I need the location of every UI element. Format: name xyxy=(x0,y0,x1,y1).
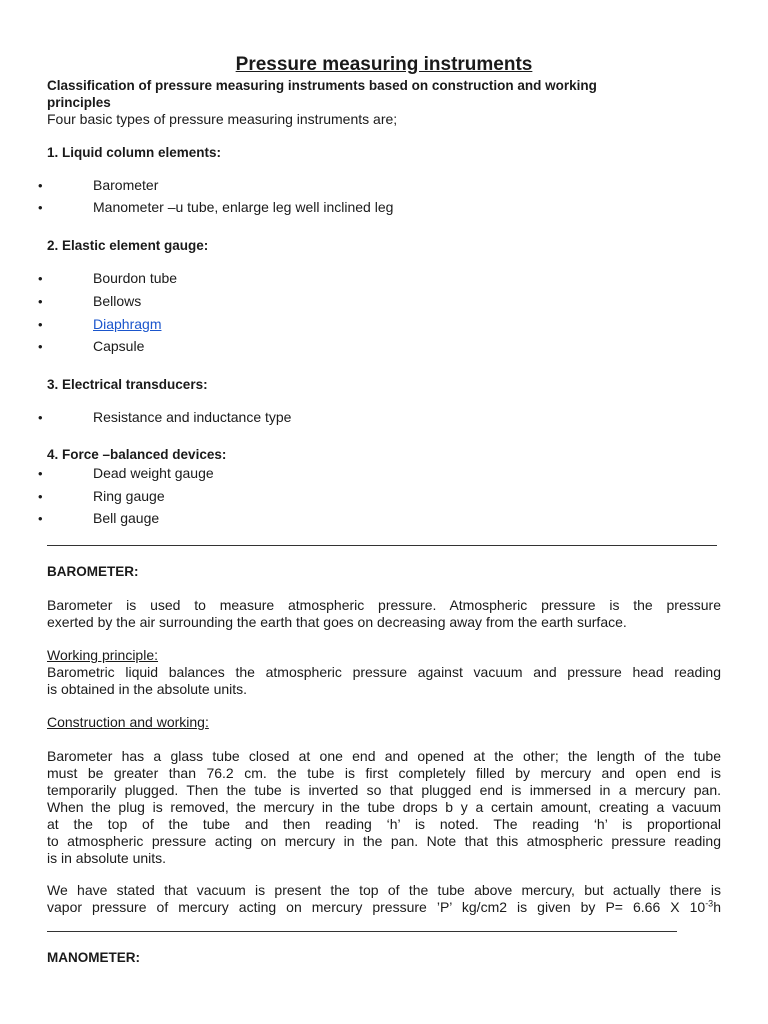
list-item-ring-gauge: Ring gauge xyxy=(93,488,165,504)
list-item-dead-weight-gauge: Dead weight gauge xyxy=(93,465,214,481)
vapor-pressure-paragraph xyxy=(47,882,721,916)
bullet-icon: • xyxy=(38,271,43,286)
list-item-bourdon-tube: Bourdon tube xyxy=(93,270,178,286)
text-line: Barometer is used to measure atmospheric pressure. Atmospheric pressure is the pressure xyxy=(47,597,721,613)
working-principle-label: Working principle: xyxy=(47,647,159,663)
classification-heading-line2: principles xyxy=(47,95,111,110)
bullet-icon: • xyxy=(38,511,43,526)
bullet-icon: • xyxy=(38,294,43,309)
section-heading-electrical-transducers: 3. Electrical transducers: xyxy=(47,377,208,392)
text-line: exerted by the air surrounding the earth that goes on decreasing away from the earth surface. xyxy=(47,614,627,630)
list-item-manometer: Manometer –u tube, enlarge leg well inclined leg xyxy=(93,199,394,215)
text-line: We have stated that vacuum is present the top of the tube above mercury, but actually there is xyxy=(47,882,721,898)
text-line: temporarily plugged. Then the tube is inverted so that plugged end is immersed in a mercury pan. xyxy=(47,782,721,798)
formula-tail: h xyxy=(713,899,721,915)
construction-working-paragraph xyxy=(47,748,721,867)
bullet-icon: • xyxy=(38,339,43,354)
bullet-icon: • xyxy=(38,466,43,481)
classification-heading-line1: Classification of pressure measuring instruments based on construction and working xyxy=(47,78,597,93)
list-item-bellows: Bellows xyxy=(93,293,142,309)
intro-text: Four basic types of pressure measuring instruments are; xyxy=(47,111,398,127)
bullet-icon: • xyxy=(38,317,43,332)
section-heading-force-balanced: 4. Force –balanced devices: xyxy=(47,447,227,462)
bullet-icon: • xyxy=(38,410,43,425)
list-item-bell-gauge: Bell gauge xyxy=(93,510,160,526)
text-line: is obtained in the absolute units. xyxy=(47,681,248,697)
construction-working-label: Construction and working: xyxy=(47,714,209,730)
manometer-heading: MANOMETER: xyxy=(47,950,140,965)
page-title: Pressure measuring instruments xyxy=(235,54,533,75)
bullet-icon: • xyxy=(38,489,43,504)
text-line: must be greater than 76.2 cm. the tube is first completely filled by mercury and open end is xyxy=(47,765,721,781)
list-item-capsule: Capsule xyxy=(93,338,145,354)
barometer-heading: BAROMETER: xyxy=(47,564,139,579)
working-principle-paragraph xyxy=(47,664,721,698)
bullet-icon: • xyxy=(38,200,43,215)
text-line xyxy=(47,899,721,916)
barometer-paragraph xyxy=(47,597,721,631)
text-line: is in absolute units. xyxy=(47,850,167,866)
list-item-barometer: Barometer xyxy=(93,177,159,193)
diaphragm-link[interactable]: Diaphragm xyxy=(93,316,162,332)
section-heading-liquid-column: 1. Liquid column elements: xyxy=(47,145,222,160)
text-line: Barometer has a glass tube closed at one end and opened at the other; the length of the tube xyxy=(47,748,721,764)
text-line: Barometric liquid balances the atmospheric pressure against vacuum and pressure head reading xyxy=(47,664,721,680)
bullet-icon: • xyxy=(38,178,43,193)
divider-line xyxy=(47,545,717,546)
divider-line xyxy=(47,931,677,932)
text-line: at the top of the tube and then reading ‘h’ is noted. The reading ‘h’ is proportional xyxy=(47,816,721,832)
section-heading-elastic-element: 2. Elastic element gauge: xyxy=(47,238,209,253)
list-item-resistance-inductance: Resistance and inductance type xyxy=(93,409,292,425)
text-line: When the plug is removed, the mercury in the tube drops b y a certain amount, creating a vacuum xyxy=(47,799,721,815)
exponent: -3 xyxy=(705,898,714,909)
vapor-pressure-formula: vapor pressure of mercury acting on mercury pressure ’P’ kg/cm2 is given by P= 6.66 X 10 xyxy=(47,899,706,915)
text-line: to atmospheric pressure acting on mercury in the pan. Note that this atmospheric pressure reading xyxy=(47,833,721,849)
